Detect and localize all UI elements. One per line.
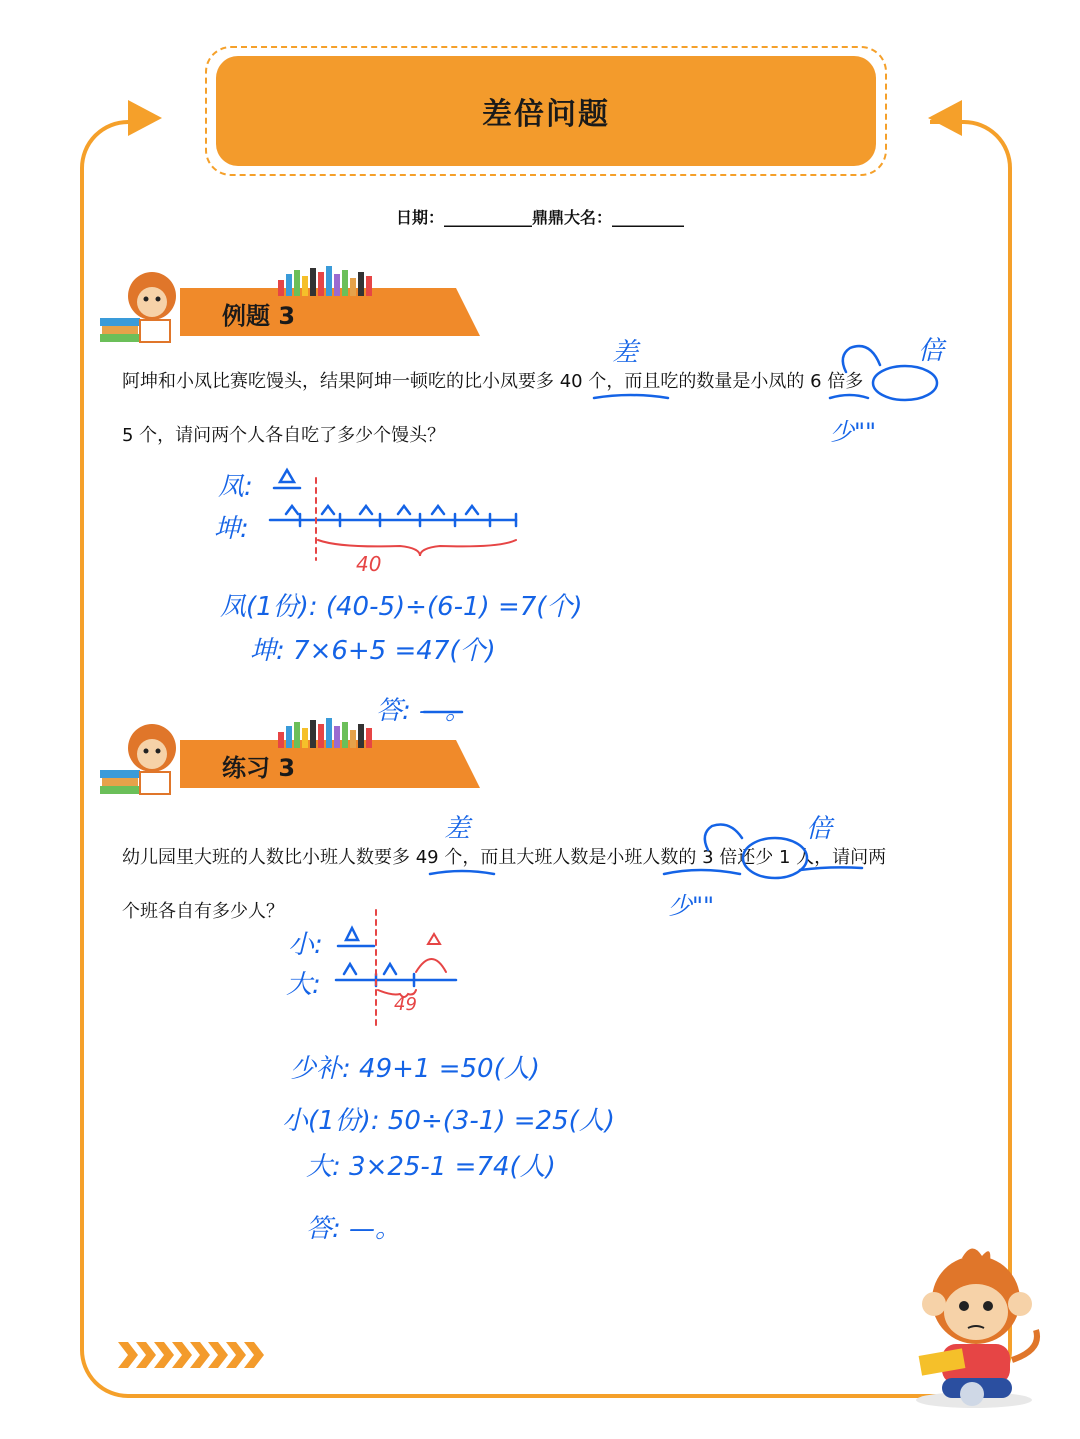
example-badge: 例题 3 — [222, 302, 296, 330]
chevrons-icon — [118, 1340, 278, 1370]
example-question-line-2: 5 个，请问两个人各自吃了多少个馒头？ — [122, 425, 446, 446]
note-eq-kun: 坤: 7×6+5 =47(个) — [250, 636, 496, 666]
note-eq-big: 大: 3×25-1 =74(人) — [306, 1152, 556, 1182]
note-eq-feng: 凤(1份): (40-5)÷(6-1) =7(个) — [220, 592, 583, 622]
practice-question-line-2: 个班各自有多少人？ — [122, 901, 284, 922]
page-title: 差倍问题 — [482, 97, 610, 132]
note-big-label: 大: — [286, 970, 321, 1000]
example-question-line-1: 阿坤和小凤比赛吃馒头，结果阿坤一顿吃的比小凤要多 40 个，而且吃的数量是小凤的 6 倍多 — [122, 371, 864, 392]
note-eq-shaobu: 少补: 49+1 =50(人) — [290, 1054, 540, 1084]
note-cha-2: 差 — [444, 814, 471, 844]
note-small-label: 小: — [288, 930, 323, 960]
practice-badge: 练习 3 — [222, 754, 296, 782]
reading-monkey-icon — [912, 1240, 1062, 1410]
note-feng-label: 凤: — [218, 472, 253, 502]
note-diff-49: 49 — [394, 994, 417, 1015]
note-answer-1: 答: —。 — [376, 696, 472, 726]
note-bei-1: 倍 — [918, 336, 945, 366]
note-answer-2: 答: —。 — [306, 1214, 402, 1244]
note-shao-1: 少"" — [830, 418, 877, 446]
note-shao-2: 少"" — [668, 892, 715, 920]
date-name-line: 日期：___________鼎鼎大名：_________ — [395, 208, 684, 227]
note-diff-40: 40 — [356, 552, 382, 576]
note-eq-small: 小(1份): 50÷(3-1) =25(人) — [282, 1106, 615, 1136]
note-cha-1: 差 — [612, 338, 639, 368]
note-kun-label: 坤: — [214, 514, 249, 544]
note-bei-2: 倍 — [806, 814, 833, 844]
practice-question-line-1: 幼儿园里大班的人数比小班人数要多 49 个，而且大班人数是小班人数的 3 倍还少 1 人，请问两 — [122, 847, 887, 868]
